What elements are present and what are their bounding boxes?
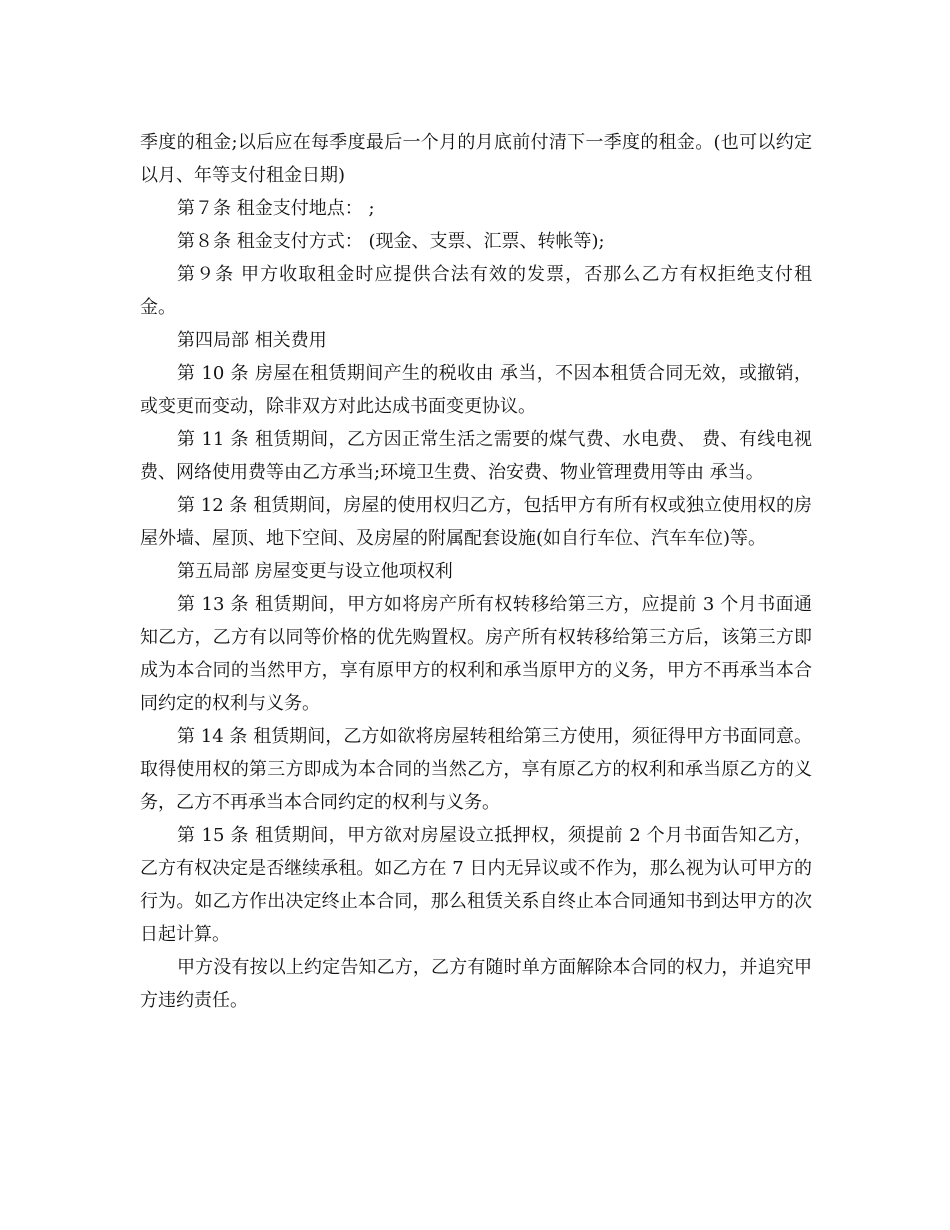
paragraph-article-12: 第 12 条 租赁期间，房屋的使用权归乙方，包括甲方有所有权或独立使用权的房屋外墙、屋顶、地下空间、及房屋的附属配套设施(如自行车位、汽车车位)等。 [140,495,812,549]
paragraph-article-10: 第 10 条 房屋在租赁期间产生的税收由 承当，不因本租赁合同无效，或撤销，或变更而变动，除非双方对此达成书面变更协议。 [140,363,812,417]
paragraph-article-14: 第 14 条 租赁期间，乙方如欲将房屋转租给第三方使用，须征得甲方书面同意。取得使用权的第三方即成为本合同的当然乙方，享有原乙方的权利和承当原乙方的义务，乙方不再承当本合同约定的权利与义务。 [140,726,812,813]
paragraph-article-11: 第 11 条 租赁期间，乙方因正常生活之需要的煤气费、水电费、 费、有线电视费、网络使用费等由乙方承当;环境卫生费、治安费、物业管理费用等由 承当。 [140,429,812,483]
paragraph-article-7: 第７条 租金支付地点： ; [177,198,375,219]
paragraph-article-9: 第９条 甲方收取租金时应提供合法有效的发票，否那么乙方有权拒绝支付租金。 [140,264,812,318]
section-heading-part-5: 第五局部 房屋变更与设立他项权利 [177,561,453,582]
document-body [140,126,812,1017]
section-heading-part-4: 第四局部 相关费用 [177,330,327,351]
paragraph-rent-quarterly: 季度的租金;以后应在每季度最后一个月的月底前付清下一季度的租金。(也可以约定以月、年等支付租金日期) [140,132,812,186]
paragraph-breach-clause: 甲方没有按以上约定告知乙方，乙方有随时单方面解除本合同的权力，并追究甲方违约责任。 [140,957,812,1011]
paragraph-article-8: 第８条 租金支付方式： (现金、支票、汇票、转帐等); [177,231,605,252]
paragraph-article-13: 第 13 条 租赁期间，甲方如将房产所有权转移给第三方，应提前 3 个月书面通知乙方，乙方有以同等价格的优先购置权。房产所有权转移给第三方后，该第三方即成为本合同的当然甲方，享有原甲方的权利和承当原甲方的义务，甲方不再承当本合同约定的权利与义务。 [140,594,812,714]
paragraph-article-15: 第 15 条 租赁期间，甲方欲对房屋设立抵押权，须提前 2 个月书面告知乙方，乙方有权决定是否继续承租。如乙方在 7 日内无异议或不作为，那么视为认可甲方的行为。如乙方作出决定终止本合同，那么租赁关系自终止本合同通知书到达甲方的次日起计算。 [140,825,812,945]
